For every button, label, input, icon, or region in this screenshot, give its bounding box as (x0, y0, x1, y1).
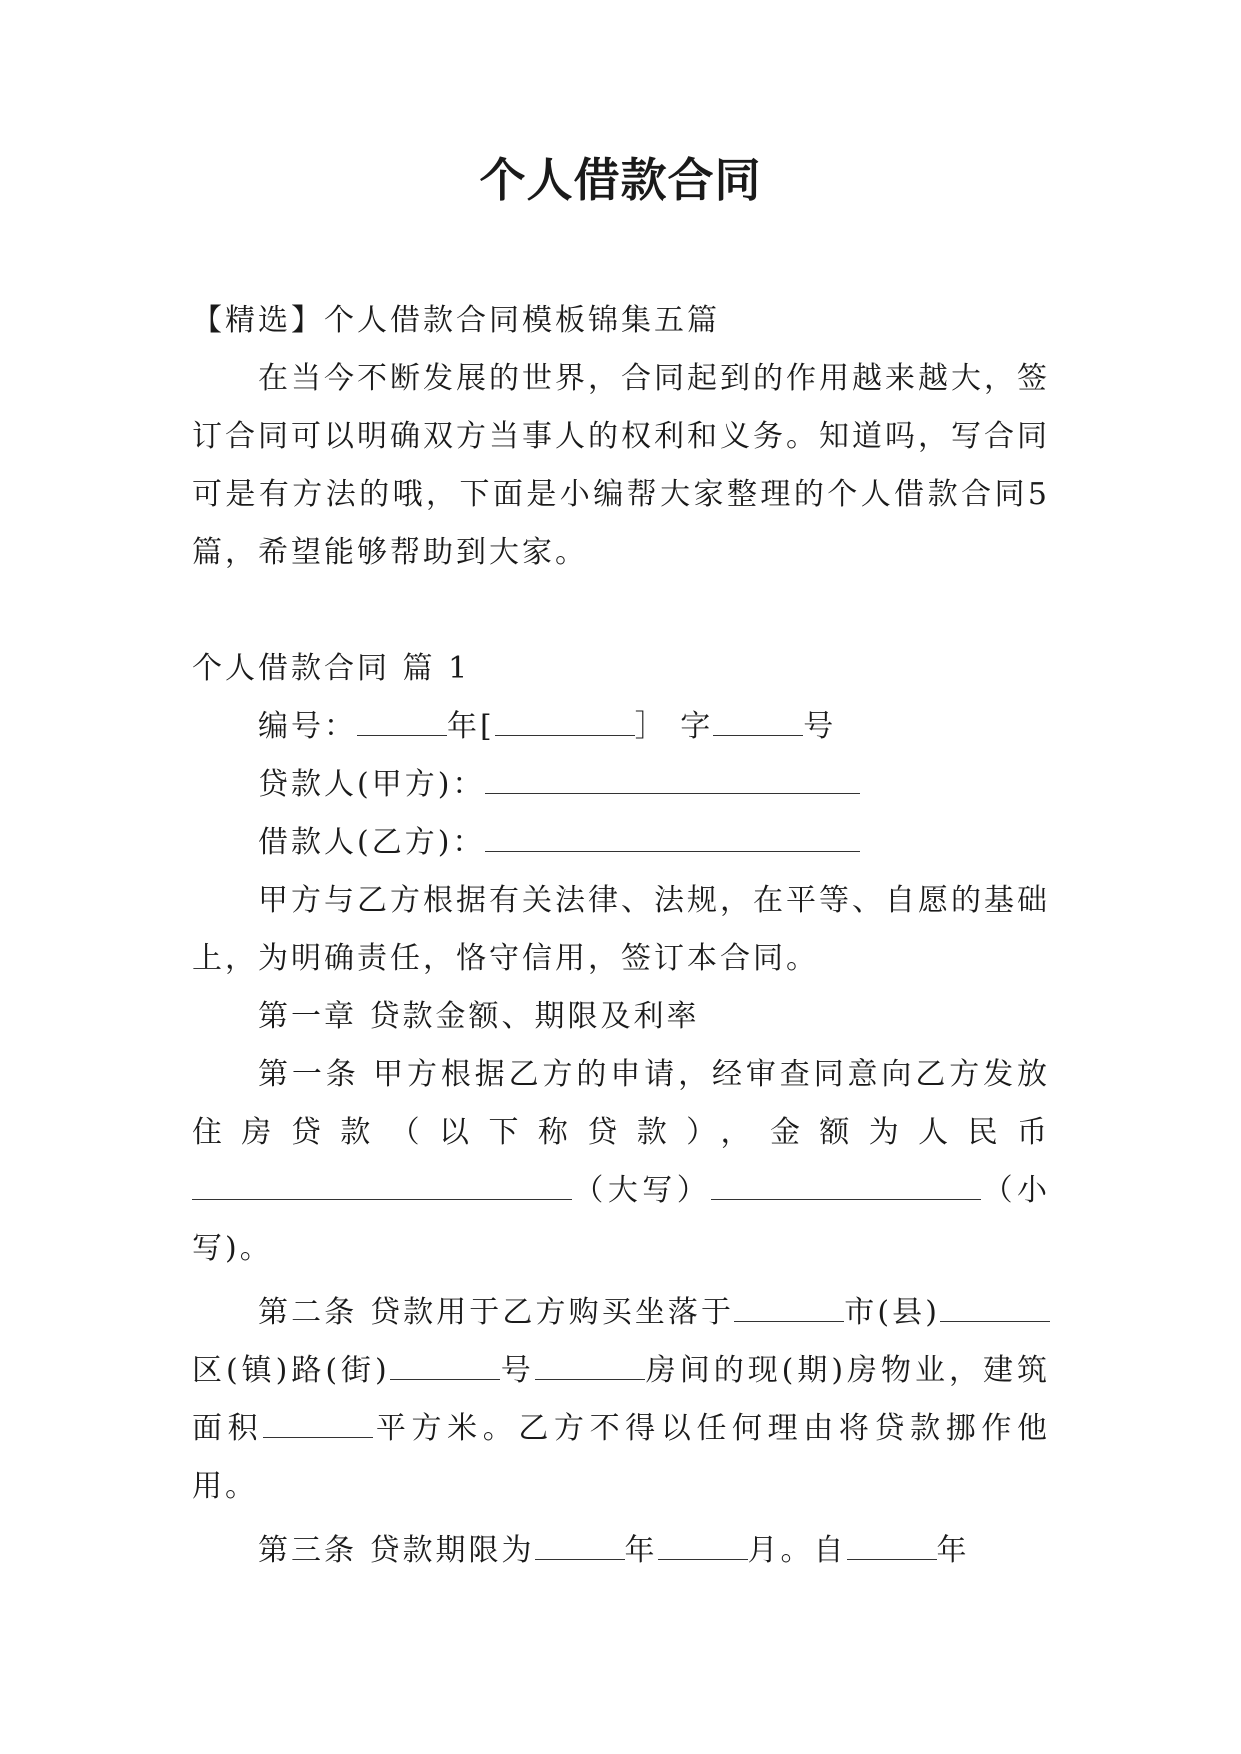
nian-label: 年 (624, 1533, 658, 1568)
xiaoxie-open-label: （小 (981, 1173, 1051, 1208)
article-1-text: 第一条 甲方根据乙方的申请，经审查同意向乙方发放住房贷款（以下称贷款），金额为人民币 (192, 1057, 1050, 1150)
contract-number-line (192, 698, 1050, 756)
subtitle: 【精选】个人借款合同模板锦集五篇 (192, 303, 720, 338)
yue-zi-label: 月。自 (747, 1533, 847, 1568)
blank-field (940, 1293, 1050, 1322)
qu-label: 区(镇)路(街) (192, 1353, 390, 1388)
close-bracket-label: ］ (634, 709, 668, 744)
hao-label: 号 (499, 1353, 535, 1388)
number-label: 编号： (258, 709, 357, 744)
article-3 (192, 1522, 1050, 1580)
borrower-line (192, 814, 1050, 872)
document-title: 个人借款合同 (479, 153, 762, 207)
shi-label: 市 (844, 1295, 878, 1330)
lender-label: 贷款人(甲方)： (258, 767, 486, 802)
zi-label: 字 (680, 709, 714, 744)
article-2-text: 第二条 贷款用于乙方购买坐落于 (258, 1295, 735, 1330)
blank-field (658, 1531, 748, 1560)
borrower-label: 借款人(乙方)： (258, 825, 486, 860)
blank-field (734, 1293, 844, 1322)
document-body (192, 292, 1050, 1580)
blank-field (390, 1351, 500, 1380)
chapter-heading: 第一章 贷款金额、期限及利率 (258, 999, 700, 1034)
xian-label: (县) (877, 1295, 940, 1330)
blank-field (535, 1351, 645, 1380)
daxie-label: （大写） (572, 1173, 712, 1208)
xiaoxie-close-label: 写)。 (192, 1231, 273, 1266)
room-label: 房间的现(期)房物业，建筑面积 (192, 1353, 1050, 1446)
lender-line (192, 756, 1050, 814)
article-3-text: 第三条 贷款期限为 (258, 1533, 535, 1568)
blank-field (485, 765, 860, 794)
article-1 (192, 1046, 1050, 1278)
paragraph-spacer (192, 582, 1050, 640)
blank-field (495, 707, 635, 736)
blank-field (535, 1531, 625, 1560)
blank-field (263, 1409, 373, 1438)
article-2 (192, 1284, 1050, 1516)
basis-paragraph: 甲方与乙方根据有关法律、法规，在平等、自愿的基础上，为明确责任，恪守信用，签订本合同。 (192, 883, 1050, 976)
blank-field (713, 707, 803, 736)
section-heading: 个人借款合同 篇 1 (192, 651, 471, 686)
hao-label: 号 (803, 709, 837, 744)
intro-paragraph: 在当今不断发展的世界，合同起到的作用越来越大，签订合同可以明确双方当事人的权利和义务。知道吗，写合同可是有方法的哦，下面是小编帮大家整理的个人借款合同5篇，希望能够帮助到大家。 (192, 361, 1050, 570)
blank-field (711, 1171, 981, 1200)
blank-field (192, 1171, 572, 1200)
blank-field (485, 823, 860, 852)
area-label: 平方米。乙方不得以任何理由将贷款挪作他用。 (192, 1411, 1051, 1504)
blank-field (357, 707, 447, 736)
blank-field (847, 1531, 937, 1560)
year-bracket-label: 年[ (447, 709, 495, 744)
nian2-label: 年 (936, 1533, 970, 1568)
